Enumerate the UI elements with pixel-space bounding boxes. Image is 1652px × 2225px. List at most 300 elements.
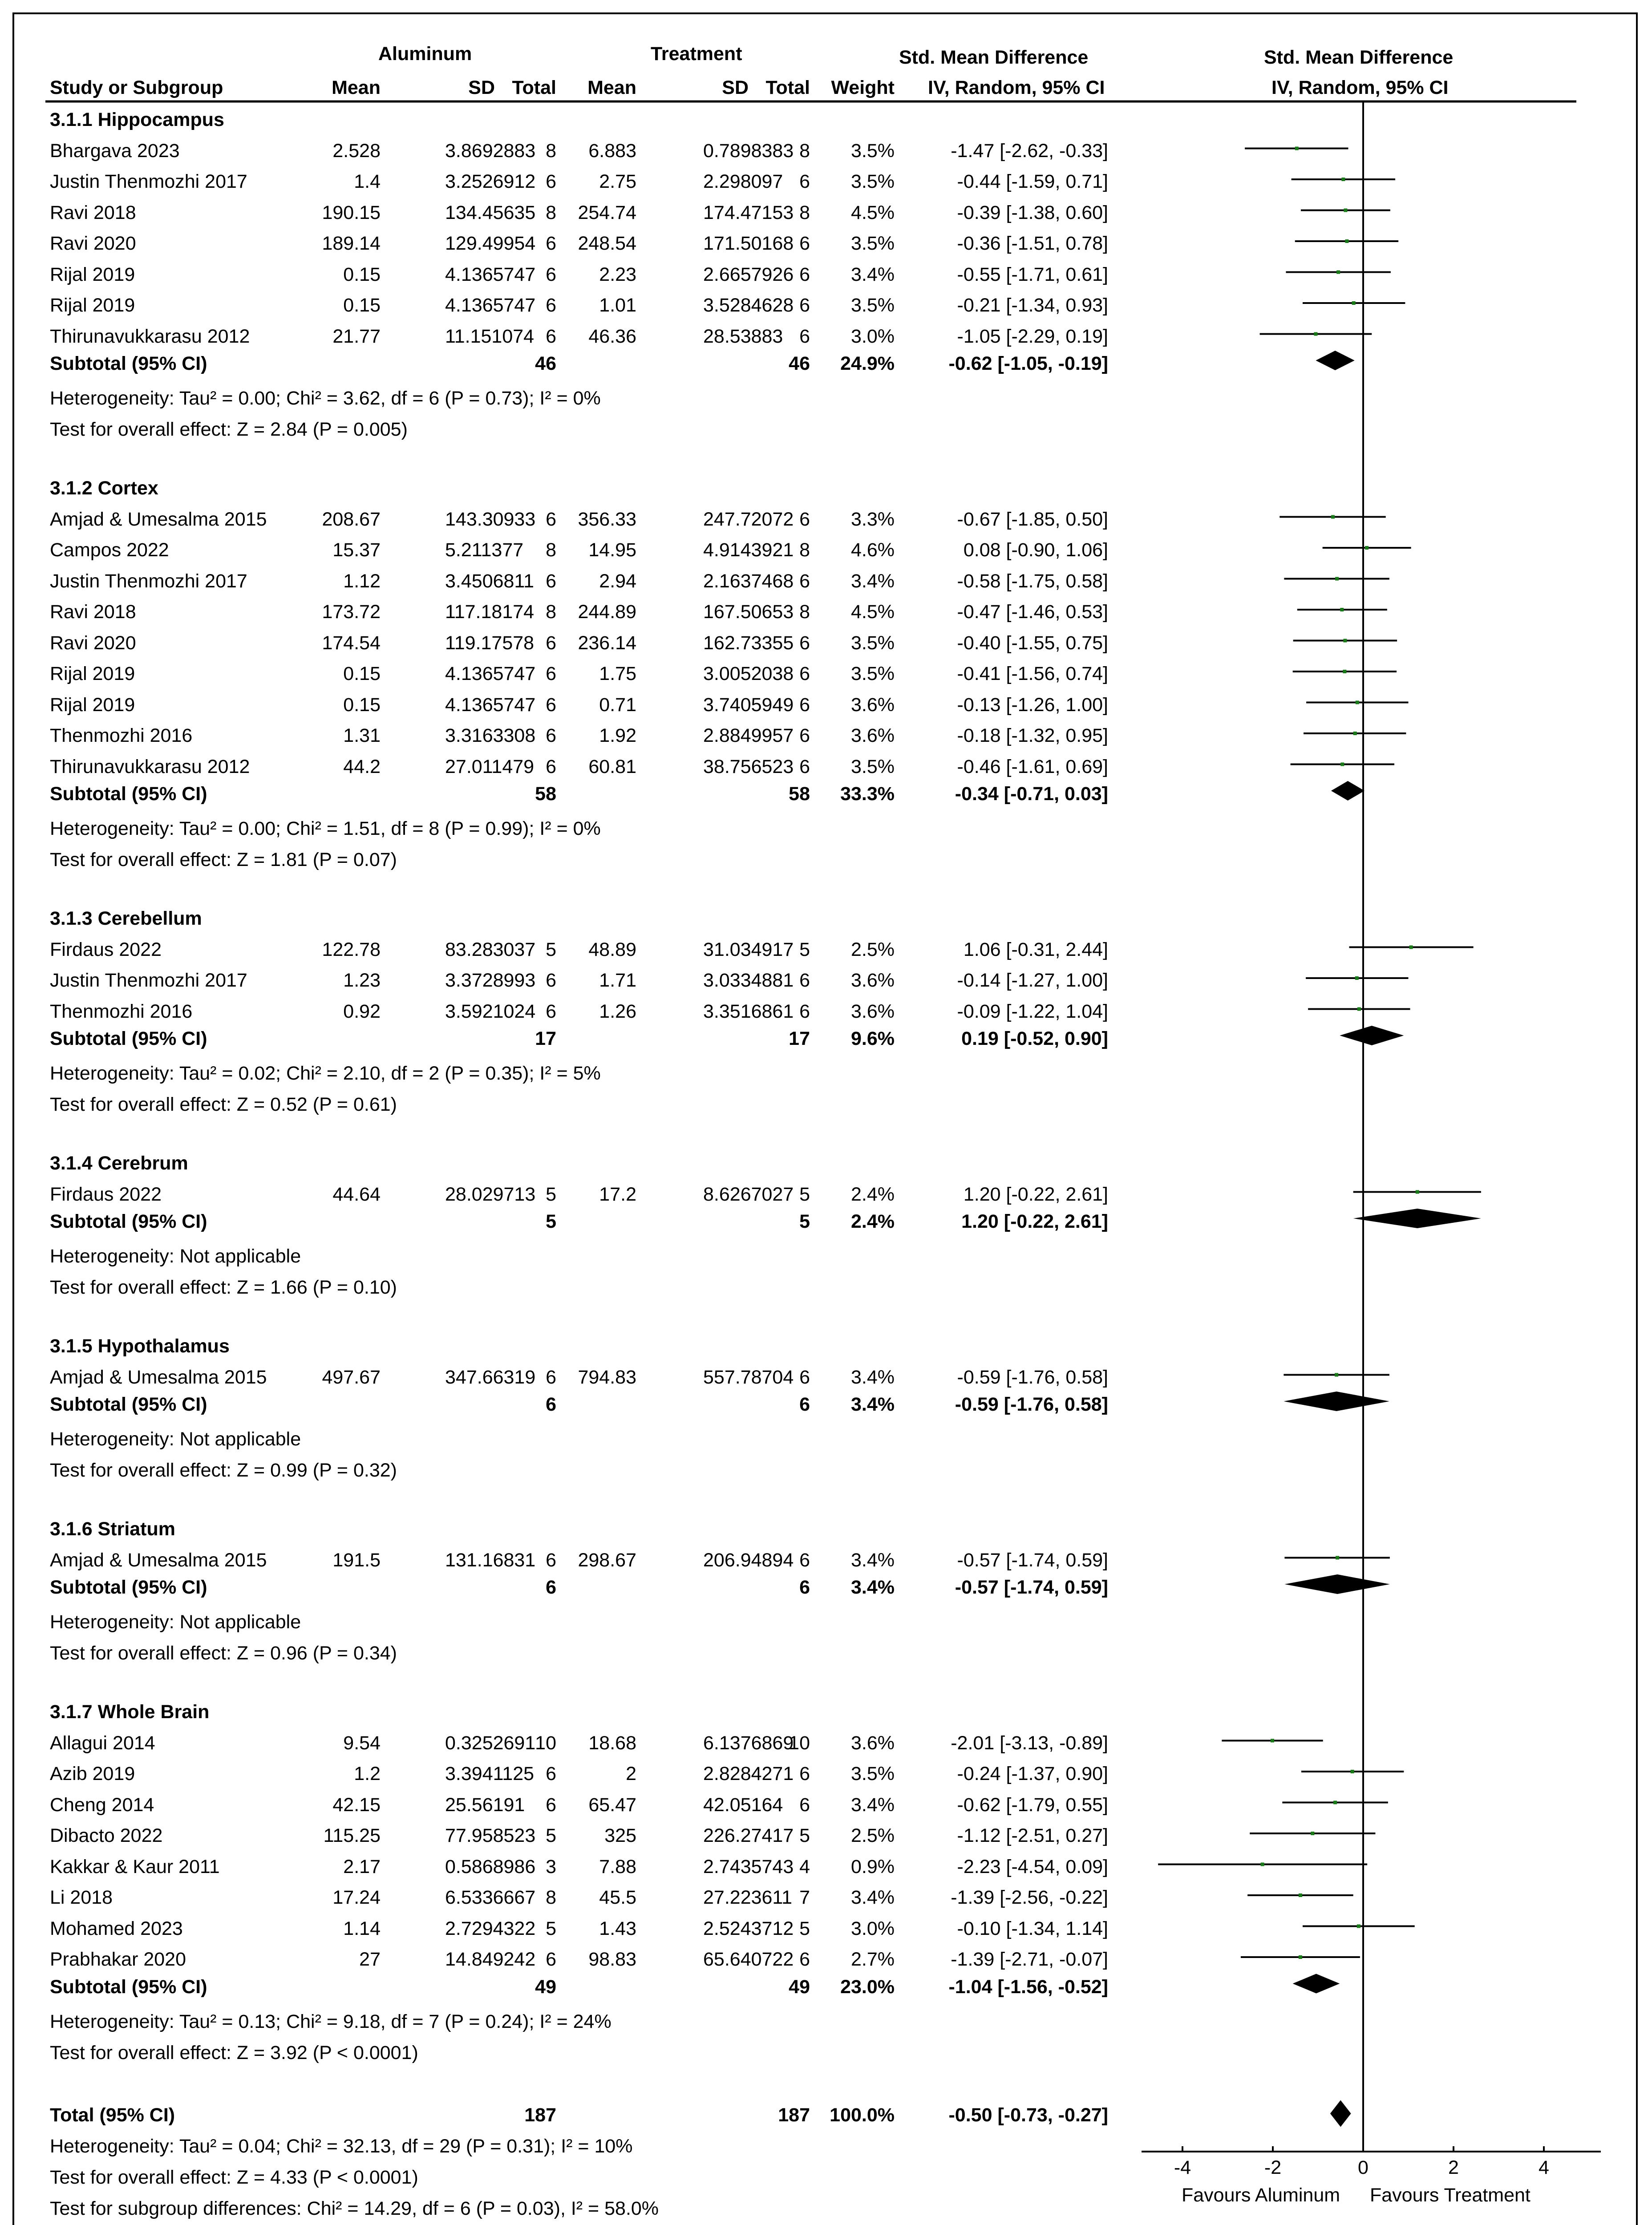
study-m1: 497.67 — [322, 1366, 381, 1388]
subgroup-title: 3.1.4 Cerebrum — [50, 1153, 188, 1174]
study-sd2: 28.53883 — [703, 325, 783, 347]
study-n2: 8 — [799, 601, 810, 623]
study-sd2: 3.0052038 — [703, 663, 794, 684]
effect-point — [1355, 976, 1359, 980]
study-sd1: 77.958523 — [445, 1825, 536, 1846]
study-name: Prabhakar 2020 — [50, 1949, 186, 1970]
study-sd1: 3.3163308 — [445, 725, 536, 746]
study-sd2: 226.27417 — [703, 1825, 794, 1846]
study-n2: 8 — [799, 140, 810, 162]
study-sd2: 8.6267027 — [703, 1183, 794, 1205]
study-m1: 0.15 — [343, 295, 381, 316]
study-n1: 5 — [546, 1918, 556, 1939]
effect-point — [1357, 1007, 1361, 1011]
study-n2: 8 — [799, 202, 810, 223]
study-ci: 1.06 [-0.31, 2.44] — [963, 939, 1108, 960]
study-m1: 189.14 — [322, 233, 381, 254]
study-m1: 17.24 — [332, 1887, 381, 1908]
study-n1: 8 — [546, 202, 556, 223]
study-w: 3.5% — [850, 756, 895, 777]
subgroup-title: 3.1.3 Cerebellum — [50, 908, 202, 929]
subtotal-w: 2.4% — [850, 1211, 895, 1232]
study-m1: 2.528 — [332, 140, 381, 162]
study-n2: 8 — [799, 539, 810, 561]
study-n1: 6 — [546, 1000, 556, 1022]
study-ci: -0.10 [-1.34, 1.14] — [957, 1918, 1108, 1939]
study-ci: -0.41 [-1.56, 0.74] — [957, 663, 1108, 684]
subgroup-title: 3.1.6 Striatum — [50, 1518, 175, 1540]
study-n1: 6 — [546, 508, 556, 530]
overall-effect-text: Test for overall effect: Z = 1.81 (P = 0.07) — [50, 849, 397, 870]
subtotal-label: Subtotal (95% CI) — [50, 1394, 207, 1415]
study-sd1: 4.1365747 — [445, 295, 536, 316]
study-name: Ravi 2020 — [50, 233, 136, 254]
study-m1: 191.5 — [332, 1549, 381, 1571]
plot-title: Std. Mean Difference — [1264, 47, 1454, 68]
study-m1: 1.12 — [343, 570, 381, 592]
study-m2: 46.36 — [588, 325, 636, 347]
study-name: Justin Thenmozhi 2017 — [50, 970, 247, 991]
study-w: 3.6% — [850, 694, 895, 716]
study-sd2: 171.50168 — [703, 233, 794, 254]
heterogeneity-text: Heterogeneity: Tau² = 0.00; Chi² = 1.51, df = 8 (P = 0.99); I² = 0% — [50, 818, 601, 839]
study-w: 4.5% — [850, 601, 895, 623]
study-sd2: 162.73355 — [703, 632, 794, 654]
study-m2: 1.92 — [599, 725, 636, 746]
subtotal-label: Subtotal (95% CI) — [50, 1577, 207, 1598]
study-n2: 6 — [799, 1549, 810, 1571]
study-name: Amjad & Umesalma 2015 — [50, 508, 267, 530]
col-study-header: Study or Subgroup — [50, 77, 223, 98]
effect-point — [1299, 1955, 1302, 1959]
study-n1: 3 — [546, 1856, 556, 1877]
effect-point — [1335, 577, 1339, 581]
total-ci: -0.50 [-0.73, -0.27] — [948, 2104, 1108, 2126]
study-n2: 10 — [789, 1732, 810, 1754]
study-m1: 1.4 — [354, 171, 381, 192]
heterogeneity-text: Heterogeneity: Not applicable — [50, 1611, 301, 1633]
study-m2: 14.95 — [588, 539, 636, 561]
study-name: Justin Thenmozhi 2017 — [50, 171, 247, 192]
study-ci: -0.36 [-1.51, 0.78] — [957, 233, 1108, 254]
study-n2: 6 — [799, 756, 810, 777]
effect-point — [1409, 946, 1413, 949]
study-n1: 6 — [546, 1794, 556, 1816]
subtotal-w: 33.3% — [840, 783, 895, 805]
effect-point — [1344, 209, 1347, 212]
study-n1: 6 — [546, 694, 556, 716]
study-w: 2.5% — [850, 1825, 895, 1846]
effect-point — [1331, 515, 1335, 519]
study-sd1: 3.4506811 — [445, 570, 534, 592]
study-n1: 8 — [546, 601, 556, 623]
study-sd2: 557.78704 — [703, 1366, 794, 1388]
study-sd1: 6.5336667 — [445, 1887, 536, 1908]
study-n1: 6 — [546, 632, 556, 654]
subtotal-label: Subtotal (95% CI) — [50, 353, 207, 374]
subtotal-n1: 58 — [535, 783, 556, 805]
study-sd2: 2.1637468 — [703, 570, 794, 592]
x-tick-label: -4 — [1174, 2157, 1191, 2178]
effect-column-title: Std. Mean Difference — [899, 47, 1089, 68]
effect-point — [1340, 763, 1344, 766]
study-ci: -0.46 [-1.61, 0.69] — [957, 756, 1108, 777]
study-w: 3.5% — [850, 663, 895, 684]
study-m1: 0.15 — [343, 663, 381, 684]
study-name: Bhargava 2023 — [50, 140, 180, 162]
study-w: 3.5% — [850, 295, 895, 316]
subtotal-ci: -0.57 [-1.74, 0.59] — [955, 1577, 1108, 1598]
study-sd2: 42.05164 — [703, 1794, 783, 1816]
study-n1: 6 — [546, 970, 556, 991]
study-sd2: 31.034917 — [703, 939, 794, 960]
study-w: 3.5% — [850, 632, 895, 654]
study-sd2: 2.8284271 — [703, 1763, 794, 1784]
subtotal-w: 9.6% — [850, 1028, 895, 1049]
study-name: Firdaus 2022 — [50, 1183, 162, 1205]
study-sd2: 38.756523 — [703, 756, 794, 777]
study-name: Thenmozhi 2016 — [50, 1000, 193, 1022]
study-m1: 173.72 — [322, 601, 381, 623]
study-m2: 248.54 — [578, 233, 636, 254]
study-m2: 356.33 — [578, 508, 636, 530]
study-sd1: 3.2526912 — [445, 171, 536, 192]
study-n2: 6 — [799, 233, 810, 254]
study-w: 3.4% — [850, 263, 895, 285]
study-m1: 44.2 — [343, 756, 381, 777]
subtotal-n1: 46 — [535, 353, 556, 374]
study-ci: -0.18 [-1.32, 0.95] — [957, 725, 1108, 746]
study-ci: -0.57 [-1.74, 0.59] — [957, 1549, 1108, 1571]
overall-effect-text: Test for overall effect: Z = 0.99 (P = 0.32) — [50, 1460, 397, 1481]
study-ci: -0.24 [-1.37, 0.90] — [957, 1763, 1108, 1784]
group2-header: Treatment — [651, 43, 742, 65]
study-name: Allagui 2014 — [50, 1732, 155, 1754]
x-tick-label: -2 — [1264, 2157, 1282, 2178]
pooled-diamond — [1331, 781, 1365, 801]
subgroup-title: 3.1.2 Cortex — [50, 477, 158, 499]
study-n2: 6 — [799, 570, 810, 592]
study-sd2: 0.7898383 — [703, 140, 794, 162]
study-n1: 6 — [546, 1949, 556, 1970]
study-ci: -0.44 [-1.59, 0.71] — [957, 171, 1108, 192]
study-n2: 6 — [799, 171, 810, 192]
subtotal-label: Subtotal (95% CI) — [50, 1211, 207, 1232]
subtotal-n2: 5 — [799, 1211, 810, 1232]
subtotal-w: 3.4% — [850, 1394, 895, 1415]
study-ci: -0.62 [-1.79, 0.55] — [957, 1794, 1108, 1816]
study-sd1: 143.30933 — [445, 508, 536, 530]
study-n2: 6 — [799, 1949, 810, 1970]
study-ci: -0.59 [-1.76, 0.58] — [957, 1366, 1108, 1388]
study-m1: 0.92 — [343, 1000, 381, 1022]
study-ci: -1.05 [-2.29, 0.19] — [957, 325, 1108, 347]
study-m2: 0.71 — [599, 694, 636, 716]
study-m1: 21.77 — [332, 325, 381, 347]
study-m1: 2.17 — [343, 1856, 381, 1877]
study-ci: 1.20 [-0.22, 2.61] — [963, 1183, 1108, 1205]
study-name: Thirunavukkarasu 2012 — [50, 756, 250, 777]
pooled-diamond — [1330, 2100, 1351, 2127]
overall-effect-text: Test for overall effect: Z = 2.84 (P = 0.005) — [50, 419, 408, 440]
study-m2: 6.883 — [588, 140, 636, 162]
study-ci: -1.39 [-2.71, -0.07] — [951, 1949, 1108, 1970]
study-sd1: 3.8692883 — [445, 140, 536, 162]
study-sd1: 119.17578 — [445, 632, 534, 654]
effect-point — [1365, 546, 1369, 550]
study-m1: 0.15 — [343, 694, 381, 716]
plot-subtitle: IV, Random, 95% CI — [1271, 77, 1449, 98]
study-sd2: 174.47153 — [703, 202, 794, 223]
subtotal-ci: -0.34 [-0.71, 0.03] — [955, 783, 1108, 805]
subtotal-n2: 6 — [799, 1577, 810, 1598]
study-sd2: 6.1376869 — [703, 1732, 794, 1754]
subtotal-ci: -0.62 [-1.05, -0.19] — [948, 353, 1108, 374]
study-sd2: 3.3516861 — [703, 1000, 794, 1022]
study-n2: 6 — [799, 1366, 810, 1388]
study-sd2: 2.298097 — [703, 171, 783, 192]
heterogeneity-text: Heterogeneity: Tau² = 0.02; Chi² = 2.10, df = 2 (P = 0.35); I² = 5% — [50, 1063, 601, 1084]
study-sd1: 83.283037 — [445, 939, 536, 960]
effect-point — [1343, 639, 1347, 643]
study-n1: 6 — [546, 756, 556, 777]
study-name: Cheng 2014 — [50, 1794, 154, 1816]
study-m2: 244.89 — [578, 601, 636, 623]
study-n2: 5 — [799, 1918, 810, 1939]
study-n2: 5 — [799, 1183, 810, 1205]
effect-point — [1311, 1832, 1314, 1835]
study-m2: 98.83 — [588, 1949, 636, 1970]
heterogeneity-text: Heterogeneity: Tau² = 0.00; Chi² = 3.62, df = 6 (P = 0.73); I² = 0% — [50, 388, 601, 409]
col-total2-header: Total — [765, 77, 810, 98]
study-n1: 10 — [535, 1732, 556, 1754]
heterogeneity-text: Heterogeneity: Tau² = 0.13; Chi² = 9.18, df = 7 (P = 0.24); I² = 24% — [50, 2011, 611, 2032]
study-m1: 1.31 — [343, 725, 381, 746]
study-m1: 174.54 — [322, 632, 381, 654]
study-sd2: 167.50653 — [703, 601, 794, 623]
study-sd1: 28.029713 — [445, 1183, 536, 1205]
study-w: 3.5% — [850, 233, 895, 254]
study-n1: 5 — [546, 1183, 556, 1205]
study-n1: 6 — [546, 1549, 556, 1571]
study-w: 3.4% — [850, 1366, 895, 1388]
study-sd1: 4.1365747 — [445, 663, 536, 684]
effect-point — [1299, 1893, 1302, 1897]
study-n1: 6 — [546, 325, 556, 347]
study-sd1: 131.16831 — [445, 1549, 536, 1571]
study-m2: 48.89 — [588, 939, 636, 960]
study-n2: 6 — [799, 632, 810, 654]
col-total1-header: Total — [512, 77, 556, 98]
study-name: Ravi 2020 — [50, 632, 136, 654]
effect-point — [1336, 271, 1340, 274]
study-m2: 254.74 — [578, 202, 636, 223]
pooled-diamond — [1293, 1974, 1340, 1994]
study-name: Campos 2022 — [50, 539, 169, 561]
subtotal-ci: 1.20 [-0.22, 2.61] — [961, 1211, 1108, 1232]
study-sd2: 3.0334881 — [703, 970, 794, 991]
col-sd1-header: SD — [468, 77, 495, 98]
study-w: 3.6% — [850, 1732, 895, 1754]
study-m1: 190.15 — [322, 202, 381, 223]
study-sd1: 4.1365747 — [445, 694, 536, 716]
effect-point — [1351, 1770, 1354, 1773]
study-ci: -0.09 [-1.22, 1.04] — [957, 1000, 1108, 1022]
study-sd1: 2.7294322 — [445, 1918, 536, 1939]
subtotal-n1: 49 — [535, 1976, 556, 1998]
study-sd1: 11.151074 — [445, 325, 534, 347]
study-sd1: 134.45635 — [445, 202, 536, 223]
study-m1: 115.25 — [323, 1825, 381, 1846]
study-name: Amjad & Umesalma 2015 — [50, 1549, 267, 1571]
effect-point — [1314, 332, 1317, 336]
effect-point — [1416, 1190, 1419, 1194]
study-ci: -0.55 [-1.71, 0.61] — [957, 263, 1108, 285]
effect-point — [1335, 1373, 1338, 1377]
pooled-diamond — [1284, 1392, 1389, 1411]
study-m1: 208.67 — [322, 508, 381, 530]
study-w: 2.5% — [850, 939, 895, 960]
study-n1: 8 — [546, 539, 556, 561]
subtotal-n2: 17 — [789, 1028, 810, 1049]
subtotal-ci: -0.59 [-1.76, 0.58] — [955, 1394, 1108, 1415]
study-sd2: 3.5284628 — [703, 295, 794, 316]
subtotal-n2: 46 — [789, 353, 810, 374]
study-sd2: 27.223611 — [703, 1887, 793, 1908]
study-ci: 0.08 [-0.90, 1.06] — [963, 539, 1108, 561]
study-name: Li 2018 — [50, 1887, 113, 1908]
study-n2: 6 — [799, 1000, 810, 1022]
subgroup-title: 3.1.1 Hippocampus — [50, 109, 224, 130]
subtotal-n2: 49 — [789, 1976, 810, 1998]
effect-point — [1343, 670, 1346, 673]
effect-point — [1333, 1801, 1337, 1804]
study-name: Azib 2019 — [50, 1763, 135, 1784]
study-m1: 1.23 — [343, 970, 381, 991]
study-n1: 8 — [546, 1887, 556, 1908]
study-w: 3.4% — [850, 1794, 895, 1816]
col-mean2-header: Mean — [587, 77, 636, 98]
study-w: 0.9% — [850, 1856, 895, 1877]
study-m1: 122.78 — [322, 939, 381, 960]
study-sd1: 14.849242 — [445, 1949, 536, 1970]
col-weight-header: Weight — [831, 77, 895, 98]
study-n1: 5 — [546, 939, 556, 960]
study-n2: 6 — [799, 1763, 810, 1784]
study-name: Mohamed 2023 — [50, 1918, 183, 1939]
subtotal-w: 24.9% — [840, 353, 895, 374]
study-n2: 6 — [799, 663, 810, 684]
study-w: 3.5% — [850, 140, 895, 162]
favours-left-label: Favours Aluminum — [1182, 2185, 1340, 2206]
study-n2: 6 — [799, 508, 810, 530]
study-m1: 0.15 — [343, 263, 381, 285]
study-sd2: 247.72072 — [703, 508, 794, 530]
study-name: Rijal 2019 — [50, 694, 135, 716]
study-m1: 27 — [359, 1949, 381, 1970]
study-n1: 6 — [546, 1763, 556, 1784]
effect-point — [1336, 1556, 1339, 1560]
study-ci: -0.47 [-1.46, 0.53] — [957, 601, 1108, 623]
total-label: Total (95% CI) — [50, 2104, 175, 2126]
study-n2: 6 — [799, 1794, 810, 1816]
study-m2: 17.2 — [599, 1183, 636, 1205]
study-ci: -0.21 [-1.34, 0.93] — [957, 295, 1108, 316]
study-name: Ravi 2018 — [50, 601, 136, 623]
study-name: Kakkar & Kaur 2011 — [50, 1856, 220, 1877]
subtotal-ci: 0.19 [-0.52, 0.90] — [961, 1028, 1108, 1049]
study-ci: -0.39 [-1.38, 0.60] — [957, 202, 1108, 223]
effect-point — [1341, 178, 1345, 181]
study-ci: -0.14 [-1.27, 1.00] — [957, 970, 1108, 991]
study-name: Thirunavukkarasu 2012 — [50, 325, 250, 347]
study-sd2: 2.8849957 — [703, 725, 794, 746]
study-n2: 6 — [799, 263, 810, 285]
study-n2: 5 — [799, 1825, 810, 1846]
subtotal-label: Subtotal (95% CI) — [50, 1976, 207, 1998]
study-name: Justin Thenmozhi 2017 — [50, 570, 247, 592]
study-sd2: 2.7435743 — [703, 1856, 794, 1877]
pooled-diamond — [1316, 351, 1354, 370]
group1-header: Aluminum — [378, 43, 472, 65]
study-n2: 6 — [799, 694, 810, 716]
subtotal-n2: 58 — [789, 783, 810, 805]
total-overall-effect-text: Test for overall effect: Z = 4.33 (P < 0.0001) — [50, 2166, 418, 2188]
effect-point — [1356, 701, 1359, 704]
study-m2: 2.23 — [599, 263, 636, 285]
study-m2: 2.75 — [599, 171, 636, 192]
overall-effect-text: Test for overall effect: Z = 1.66 (P = 0.10) — [50, 1277, 397, 1298]
study-n2: 6 — [799, 725, 810, 746]
study-n1: 8 — [546, 140, 556, 162]
study-w: 4.6% — [850, 539, 895, 561]
study-ci: -0.58 [-1.75, 0.58] — [957, 570, 1108, 592]
study-m2: 1.43 — [599, 1918, 636, 1939]
study-sd2: 2.6657926 — [703, 263, 794, 285]
pooled-diamond — [1284, 1574, 1389, 1594]
study-w: 3.5% — [850, 171, 895, 192]
study-ci: -1.39 [-2.56, -0.22] — [951, 1887, 1108, 1908]
study-m2: 7.88 — [599, 1856, 636, 1877]
study-w: 3.3% — [850, 508, 895, 530]
total-n2: 187 — [778, 2104, 810, 2126]
study-n1: 6 — [546, 1366, 556, 1388]
study-w: 3.0% — [850, 1918, 895, 1939]
study-sd1: 0.5868986 — [445, 1856, 536, 1877]
study-ci: -0.13 [-1.26, 1.00] — [957, 694, 1108, 716]
effect-point — [1340, 608, 1344, 611]
pooled-diamond — [1353, 1209, 1481, 1228]
study-m1: 42.15 — [332, 1794, 381, 1816]
subtotal-label: Subtotal (95% CI) — [50, 783, 207, 805]
pooled-diamond — [1340, 1026, 1404, 1045]
study-w: 3.6% — [850, 970, 895, 991]
x-tick-label: 2 — [1448, 2157, 1459, 2178]
favours-right-label: Favours Treatment — [1370, 2185, 1531, 2206]
effect-point — [1345, 239, 1348, 243]
total-w: 100.0% — [830, 2104, 895, 2126]
x-tick-label: 0 — [1358, 2157, 1369, 2178]
study-m2: 45.5 — [599, 1887, 636, 1908]
study-m1: 1.2 — [354, 1763, 381, 1784]
study-w: 2.7% — [850, 1949, 895, 1970]
subtotal-n1: 6 — [546, 1394, 556, 1415]
heterogeneity-text: Heterogeneity: Not applicable — [50, 1428, 301, 1450]
study-w: 3.6% — [850, 725, 895, 746]
study-sd1: 3.3728993 — [445, 970, 536, 991]
subtotal-n1: 5 — [546, 1211, 556, 1232]
study-name: Rijal 2019 — [50, 663, 135, 684]
